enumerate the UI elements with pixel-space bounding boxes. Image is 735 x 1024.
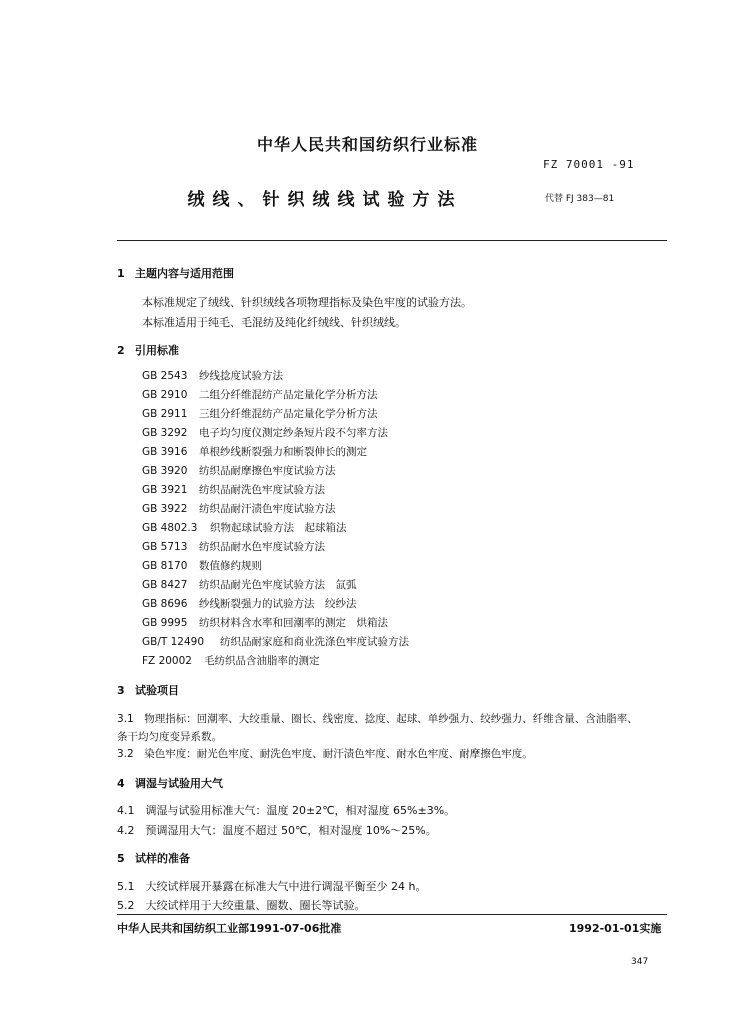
reference-title: 织物起球试验方法 起球箱法 [210,522,347,534]
section-2-heading [117,342,179,358]
reference-item [142,463,336,478]
section-4-1-paragraph: 4.1 调湿与试验用标准大气：温度 20±2℃，相对湿度 65%±3%。 [117,804,456,817]
reference-code: GB 2911 [142,408,188,420]
reference-code: GB 8427 [142,579,188,591]
approval-line: 中华人民共和国纺织工业部1991-07-06批准 [117,922,342,935]
standard-org-heading: 中华人民共和国纺织行业标准 [256,135,478,154]
section-number: 5 [117,852,125,865]
section-title: 试验项目 [135,684,179,697]
page-number: 347 [631,957,649,967]
reference-title: 三组分纤维混纺产品定量化学分析方法 [199,408,378,420]
reference-item [142,615,388,630]
reference-item [142,406,378,421]
reference-item [142,634,409,649]
reference-title: 电子均匀度仪测定纱条短片段不匀率方法 [199,427,388,439]
section-number: 1 [117,267,125,280]
reference-item [142,653,320,668]
section-3-heading [117,682,179,698]
section-3-1-line-1: 3.1 物理指标：回潮率、大绞重量、圈长、线密度、捻度、起球、单纱强力、绞纱强力、纤维含量、含油脂率、 [117,713,638,725]
document-title: 绒线、针织绒线试验方法 [187,190,463,210]
reference-title: 纺织品耐洗色牢度试验方法 [199,484,325,496]
reference-code: GB 3921 [142,484,188,496]
reference-title: 纺织品耐光色牢度试验方法 氙弧 [199,579,357,591]
reference-title: 纺织品耐水色牢度试验方法 [199,541,325,553]
effective-date: 1992-01-01实施 [569,922,662,935]
section-4-heading [117,775,223,791]
reference-code: GB 9995 [142,617,188,629]
reference-code: GB 3922 [142,503,188,515]
section-1-paragraph-2: 本标准适用于纯毛、毛混纺及纯化纤绒线、针织绒线。 [142,316,406,329]
reference-item [142,425,388,440]
reference-title: 纺织材料含水率和回潮率的测定 烘箱法 [199,617,388,629]
reference-title: 纱线断裂强力的试验方法 绞纱法 [199,598,357,610]
reference-item [142,387,378,402]
replaces-note: 代替 FJ 383—81 [545,194,615,204]
section-1-heading [117,265,234,281]
reference-item [142,577,357,592]
reference-code: FZ 20002 [142,655,192,667]
reference-title: 纺织品耐汗渍色牢度试验方法 [199,503,336,515]
reference-item [142,482,325,497]
reference-item [142,520,347,535]
section-title: 调湿与试验用大气 [135,777,223,790]
section-title: 主题内容与适用范围 [135,267,234,280]
reference-title: 数值修约规则 [199,560,262,572]
section-4-2-paragraph: 4.2 预调湿用大气：温度不超过 50℃，相对湿度 10%～25%。 [117,824,437,837]
reference-code: GB 3916 [142,446,188,458]
reference-code: GB 2543 [142,370,188,382]
reference-item [142,596,357,611]
section-3-2-paragraph: 3.2 染色牢度：耐光色牢度、耐洗色牢度、耐汗渍色牢度、耐水色牢度、耐摩擦色牢度。 [117,748,533,760]
reference-item [142,539,325,554]
reference-code: GB 3292 [142,427,188,439]
section-number: 3 [117,684,125,697]
reference-title: 纱线捻度试验方法 [199,370,283,382]
reference-title: 纺织品耐家庭和商业洗涤色牢度试验方法 [220,636,409,648]
section-5-heading [117,850,190,866]
section-title: 引用标准 [135,344,179,357]
section-title: 试样的准备 [135,852,190,865]
reference-item [142,558,262,573]
section-1-paragraph-1: 本标准规定了绒线、针织绒线各项物理指标及染色牢度的试验方法。 [142,296,472,309]
header-divider [117,240,667,241]
reference-item [142,368,283,383]
section-5-1-paragraph: 5.1 大绞试样展开暴露在标准大气中进行调湿平衡至少 24 h。 [117,880,427,893]
reference-title: 毛纺织品含油脂率的测定 [204,655,320,667]
reference-code: GB 3920 [142,465,188,477]
section-number: 4 [117,777,125,790]
reference-code: GB 5713 [142,541,188,553]
footer-divider [117,914,667,915]
reference-item [142,444,367,459]
reference-code: GB 8696 [142,598,188,610]
standard-number: FZ 70001 -91 [543,158,635,171]
reference-title: 纺织品耐摩擦色牢度试验方法 [199,465,336,477]
reference-code: GB/T 12490 [142,636,205,648]
reference-title: 单根纱线断裂强力和断裂伸长的测定 [199,446,367,458]
section-3-1-line-2: 条干均匀度变异系数。 [117,731,222,743]
reference-item [142,501,336,516]
reference-code: GB 4802.3 [142,522,198,534]
section-number: 2 [117,344,125,357]
reference-code: GB 2910 [142,389,188,401]
reference-code: GB 8170 [142,560,188,572]
section-5-2-paragraph: 5.2 大绞试样用于大绞重量、圈数、圈长等试验。 [117,899,366,912]
reference-title: 二组分纤维混纺产品定量化学分析方法 [199,389,378,401]
